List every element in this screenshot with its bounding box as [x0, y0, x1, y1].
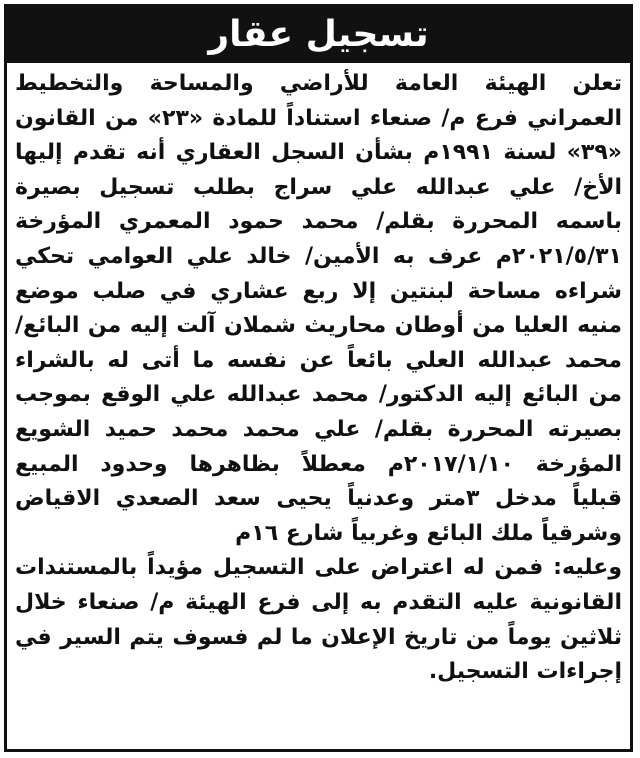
notice-line: باسمه المحررة بقلم/ محمد حمود المعمري المؤرخة [15, 209, 622, 235]
notice-line: إجراءات التسجيل. [428, 659, 622, 685]
notice-line: قبلياً مدخل ٣متر وعدنياً يحيى سعد الصعدي الاقياض [15, 486, 622, 512]
notice-line: المؤرخة ٢٠١٧/١/١٠م معطلاً بظاهرها وحدود المبيع [15, 451, 622, 477]
notice-line: وعليه: فمن له اعتراض على التسجيل مؤيداً بالمستندات [15, 555, 622, 581]
notice-line: من البائع إليه الدكتور/ محمد عبدالله علي الوقع بموجب [15, 382, 622, 408]
notice-line: العمراني فرع م/ صنعاء استناداً للمادة «٢٣» من القانون [15, 105, 622, 131]
notice-line: بصيرته المحررة بقلم/ علي محمد محمد حميد الشويع [15, 416, 622, 442]
notice-body [15, 67, 622, 690]
notice-line: القانونية عليه التقدم به إلى فرع الهيئة م/ صنعاء خلال [15, 589, 622, 615]
notice-line: وشرقياً ملك البائع وغربياً شارع ١٦م [235, 520, 622, 546]
notice-title: تسجيل عقار [208, 14, 429, 55]
notice-frame [4, 4, 633, 752]
notice-line: تعلن الهيئة العامة للأراضي والمساحة والتخطيط [15, 71, 622, 96]
notice-line: شراءه مساحة لبنتين إلا ربع عشاري في صلب موضع [15, 278, 622, 304]
notice-line: ٢٠٢١/٥/٣١م عرف به الأمين/ خالد علي العوامي تحكي [15, 243, 622, 269]
notice-line: «٣٩» لسنة ١٩٩١م بشأن السجل العقاري أنه تقدم إليها [15, 140, 622, 166]
notice-line: ثلاثين يوماً من تاريخ الإعلان ما لم فسوف يتم السير في [15, 624, 622, 650]
notice-line: منيه العليا من أوطان محاريث شملان آلت إليه من البائع/ [15, 313, 622, 339]
notice-line: الأخ/ علي عبدالله علي سراج بطلب تسجيل بصيرة [15, 174, 622, 200]
notice-line: محمد عبدالله العلي بائعاً عن نفسه ما أتى له بالشراء [15, 347, 622, 373]
title-bar [7, 7, 630, 63]
